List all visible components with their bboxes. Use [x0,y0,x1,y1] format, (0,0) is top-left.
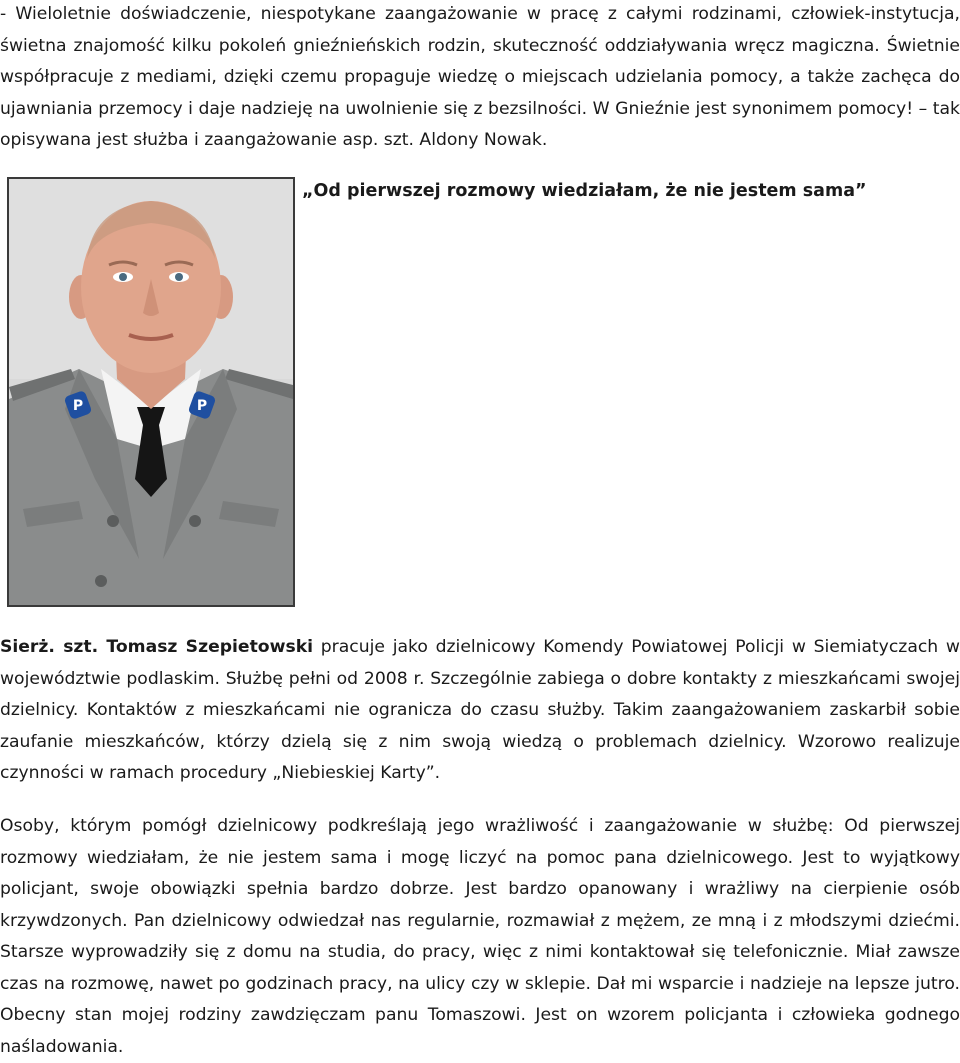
profile-text: pracuje jako dzielnicowy Komendy Powiatowej Policji w Siemiatyczach w województwie podlaskim. Służbę pełni od 2008 r. Szczególnie zabiega o dobre kontakty z mieszkańcami swojej dzielnicy. Kontaktów z mieszkańcami nie ogranicza do czasu służby. Takim zaangażowaniem zaskarbił sobie zaufanie mieszkańców, którzy dzielą się z nim swoją wiedzą o problemach dzielnicy. Wzorowo realizuje czynności w ramach procedury „Niebieskiej Karty”. [0,637,960,783]
profile-paragraph [0,632,960,790]
badge-letter-right: P [196,398,208,414]
testimonial-paragraph: Osoby, którym pomógł dzielnicowy podkreślają jego wrażliwość i zaangażowanie w służbę: Od pierwszej rozmowy wiedziałam, że nie jestem sama i mogę liczyć na pomoc pana dzielnicowego. Jest to wyjątkowy policjant, swoje obowiązki spełnia bardzo dobrze. Jest bardzo opanowany i wrażliwy na cierpienie osób krzywdzonych. Pan dzielnicowy odwiedzał nas regularnie, rozmawiał z mężem, ze mną i z młodszymi dziećmi. Starsze wyprowadziły się z domu na studia, do pracy, więc z nimi kontaktował się telefonicznie. Miał zawsze czas na rozmowę, nawet po godzinach pracy, na ulicy czy w sklepie. Dał mi wsparcie i nadzieje na lepsze jutro. Obecny stan mojej rodziny zawdzięczam panu Tomaszowi. Jest on wzorem policjanta i człowieka godnego naśladowania. [0,816,960,1057]
officer-name: Sierż. szt. Tomasz Szepietowski [0,637,314,657]
officer-portrait-photo [7,177,295,607]
portrait-illustration [9,179,293,605]
section-heading: „Od pierwszej rozmowy wiedziałam, że nie jestem sama” [302,181,867,201]
intro-paragraph: - Wieloletnie doświadczenie, niespotykane zaangażowanie w pracę z całymi rodzinami, człowiek-instytucja, świetna znajomość kilku pokoleń gnieźnieńskich rodzin, skuteczność oddziaływania wręcz magiczna. Świetnie współpracuje z mediami, dzięki czemu propaguje wiedzę o miejscach udzielania pomocy, a także zachęca do ujawniania przemocy i daje nadzieję na uwolnienie się z bezsilności. W Gnieźnie jest synonimem pomocy! – tak opisywana jest służba i zaangażowanie asp. szt. Aldony Nowak. [0,4,960,150]
badge-letter-left: P [72,398,84,414]
